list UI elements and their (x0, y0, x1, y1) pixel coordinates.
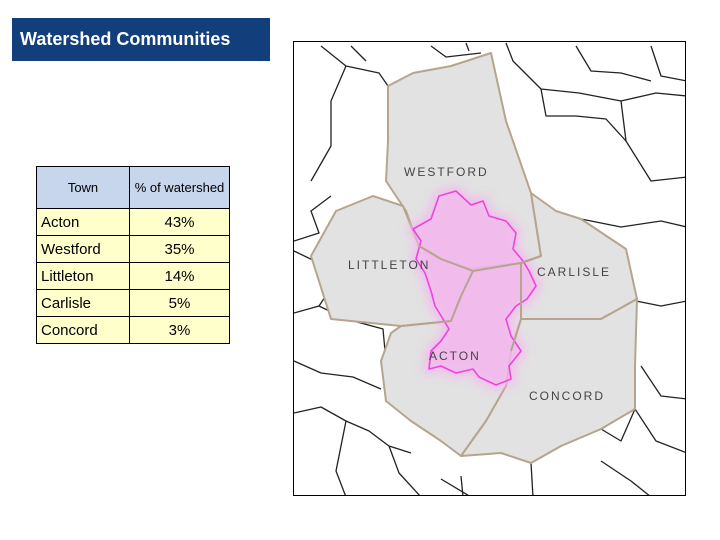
label-littleton: LITTLETON (348, 258, 431, 272)
town-name: Littleton (37, 263, 130, 290)
label-westford: WESTFORD (404, 165, 489, 179)
town-percent: 43% (130, 209, 230, 236)
town-percent: 14% (130, 263, 230, 290)
table-row (37, 317, 230, 344)
town-name: Westford (37, 236, 130, 263)
table-row (37, 263, 230, 290)
town-percent: 35% (130, 236, 230, 263)
label-concord: CONCORD (529, 389, 605, 403)
table-row (37, 209, 230, 236)
page-title: Watershed Communities (20, 29, 231, 49)
title-banner (12, 18, 270, 61)
header-percent: % of watershed (130, 167, 230, 209)
town-name: Carlisle (37, 290, 130, 317)
label-acton: ACTON (429, 349, 481, 363)
table-row (37, 290, 230, 317)
watershed-table (36, 166, 230, 344)
watershed-map (294, 42, 686, 496)
town-name: Acton (37, 209, 130, 236)
map-frame (293, 41, 686, 496)
town-percent: 3% (130, 317, 230, 344)
header-town: Town (37, 167, 130, 209)
label-carlisle: CARLISLE (537, 265, 612, 279)
town-name: Concord (37, 317, 130, 344)
table-row (37, 236, 230, 263)
table-header-row (37, 167, 230, 209)
town-percent: 5% (130, 290, 230, 317)
